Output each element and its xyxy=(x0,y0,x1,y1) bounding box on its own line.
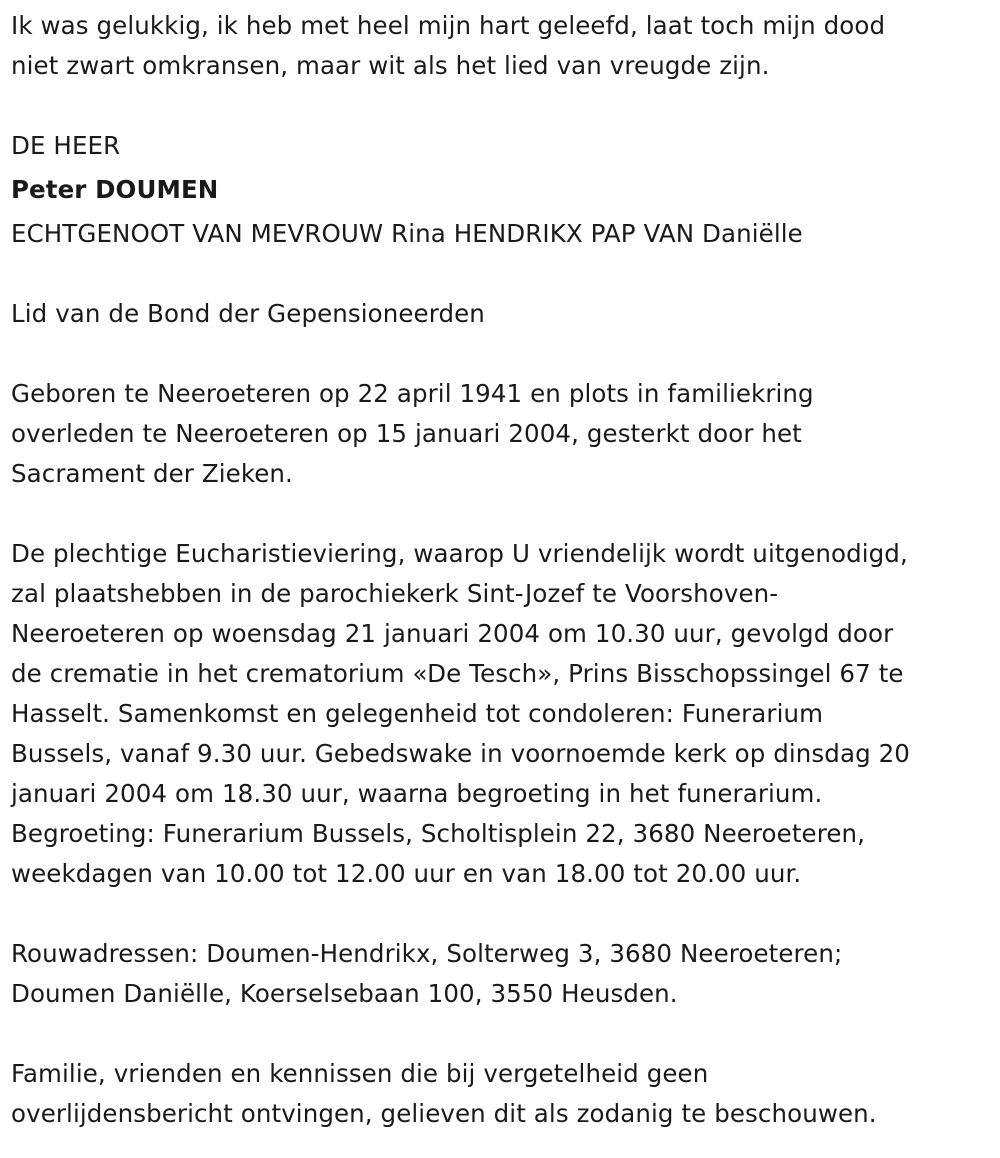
birth-death-line: Sacrament der Zieken. xyxy=(11,459,293,488)
obituary-document xyxy=(11,6,986,1134)
service-line: De plechtige Eucharistieviering, waarop U vriendelijk wordt uitgenodigd, xyxy=(11,539,908,568)
service-line: Begroeting: Funerarium Bussels, Scholtisplein 22, 3680 Neeroeteren, xyxy=(11,819,866,848)
relations-line: ECHTGENOOT VAN MEVROUW Rina HENDRIKX PAP VAN Daniëlle xyxy=(11,219,803,248)
addresses-paragraph xyxy=(11,934,986,1014)
membership-line: Lid van de Bond der Gepensioneerden xyxy=(11,299,485,328)
birth-death-paragraph xyxy=(11,374,986,494)
closing-line: Familie, vrienden en kennissen die bij vergetelheid geen xyxy=(11,1059,709,1088)
service-line: januari 2004 om 18.30 uur, waarna begroeting in het funerarium. xyxy=(11,779,823,808)
service-line: de crematie in het crematorium «De Tesch», Prins Bisschopssingel 67 te xyxy=(11,659,904,688)
closing-paragraph xyxy=(11,1054,986,1134)
service-line: Neeroeteren op woensdag 21 januari 2004 om 10.30 uur, gevolgd door xyxy=(11,619,894,648)
birth-death-line: overleden te Neeroeteren op 15 januari 2004, gesterkt door het xyxy=(11,419,802,448)
address-line: Rouwadressen: Doumen-Hendrikx, Solterweg 3, 3680 Neeroeteren; xyxy=(11,939,843,968)
honorific: DE HEER xyxy=(11,131,121,160)
service-line: Bussels, vanaf 9.30 uur. Gebedswake in voornoemde kerk op dinsdag 20 xyxy=(11,739,910,768)
service-line: weekdagen van 10.00 tot 12.00 uur en van 18.00 tot 20.00 uur. xyxy=(11,859,802,888)
deceased-name: Peter DOUMEN xyxy=(11,175,219,204)
address-line: Doumen Daniëlle, Koerselsebaan 100, 3550 Heusden. xyxy=(11,979,678,1008)
service-line: Hasselt. Samenkomst en gelegenheid tot condoleren: Funerarium xyxy=(11,699,824,728)
deceased-block xyxy=(11,126,986,254)
motto-paragraph xyxy=(11,6,986,86)
service-paragraph xyxy=(11,534,986,894)
closing-line: overlijdensbericht ontvingen, gelieven dit als zodanig te beschouwen. xyxy=(11,1099,877,1128)
birth-death-line: Geboren te Neeroeteren op 22 april 1941 en plots in familiekring xyxy=(11,379,814,408)
service-line: zal plaatshebben in de parochiekerk Sint-Jozef te Voorshoven- xyxy=(11,579,779,608)
motto-line: Ik was gelukkig, ik heb met heel mijn hart geleefd, laat toch mijn dood xyxy=(11,11,886,40)
motto-line: niet zwart omkransen, maar wit als het lied van vreugde zijn. xyxy=(11,51,770,80)
membership-paragraph xyxy=(11,294,986,334)
